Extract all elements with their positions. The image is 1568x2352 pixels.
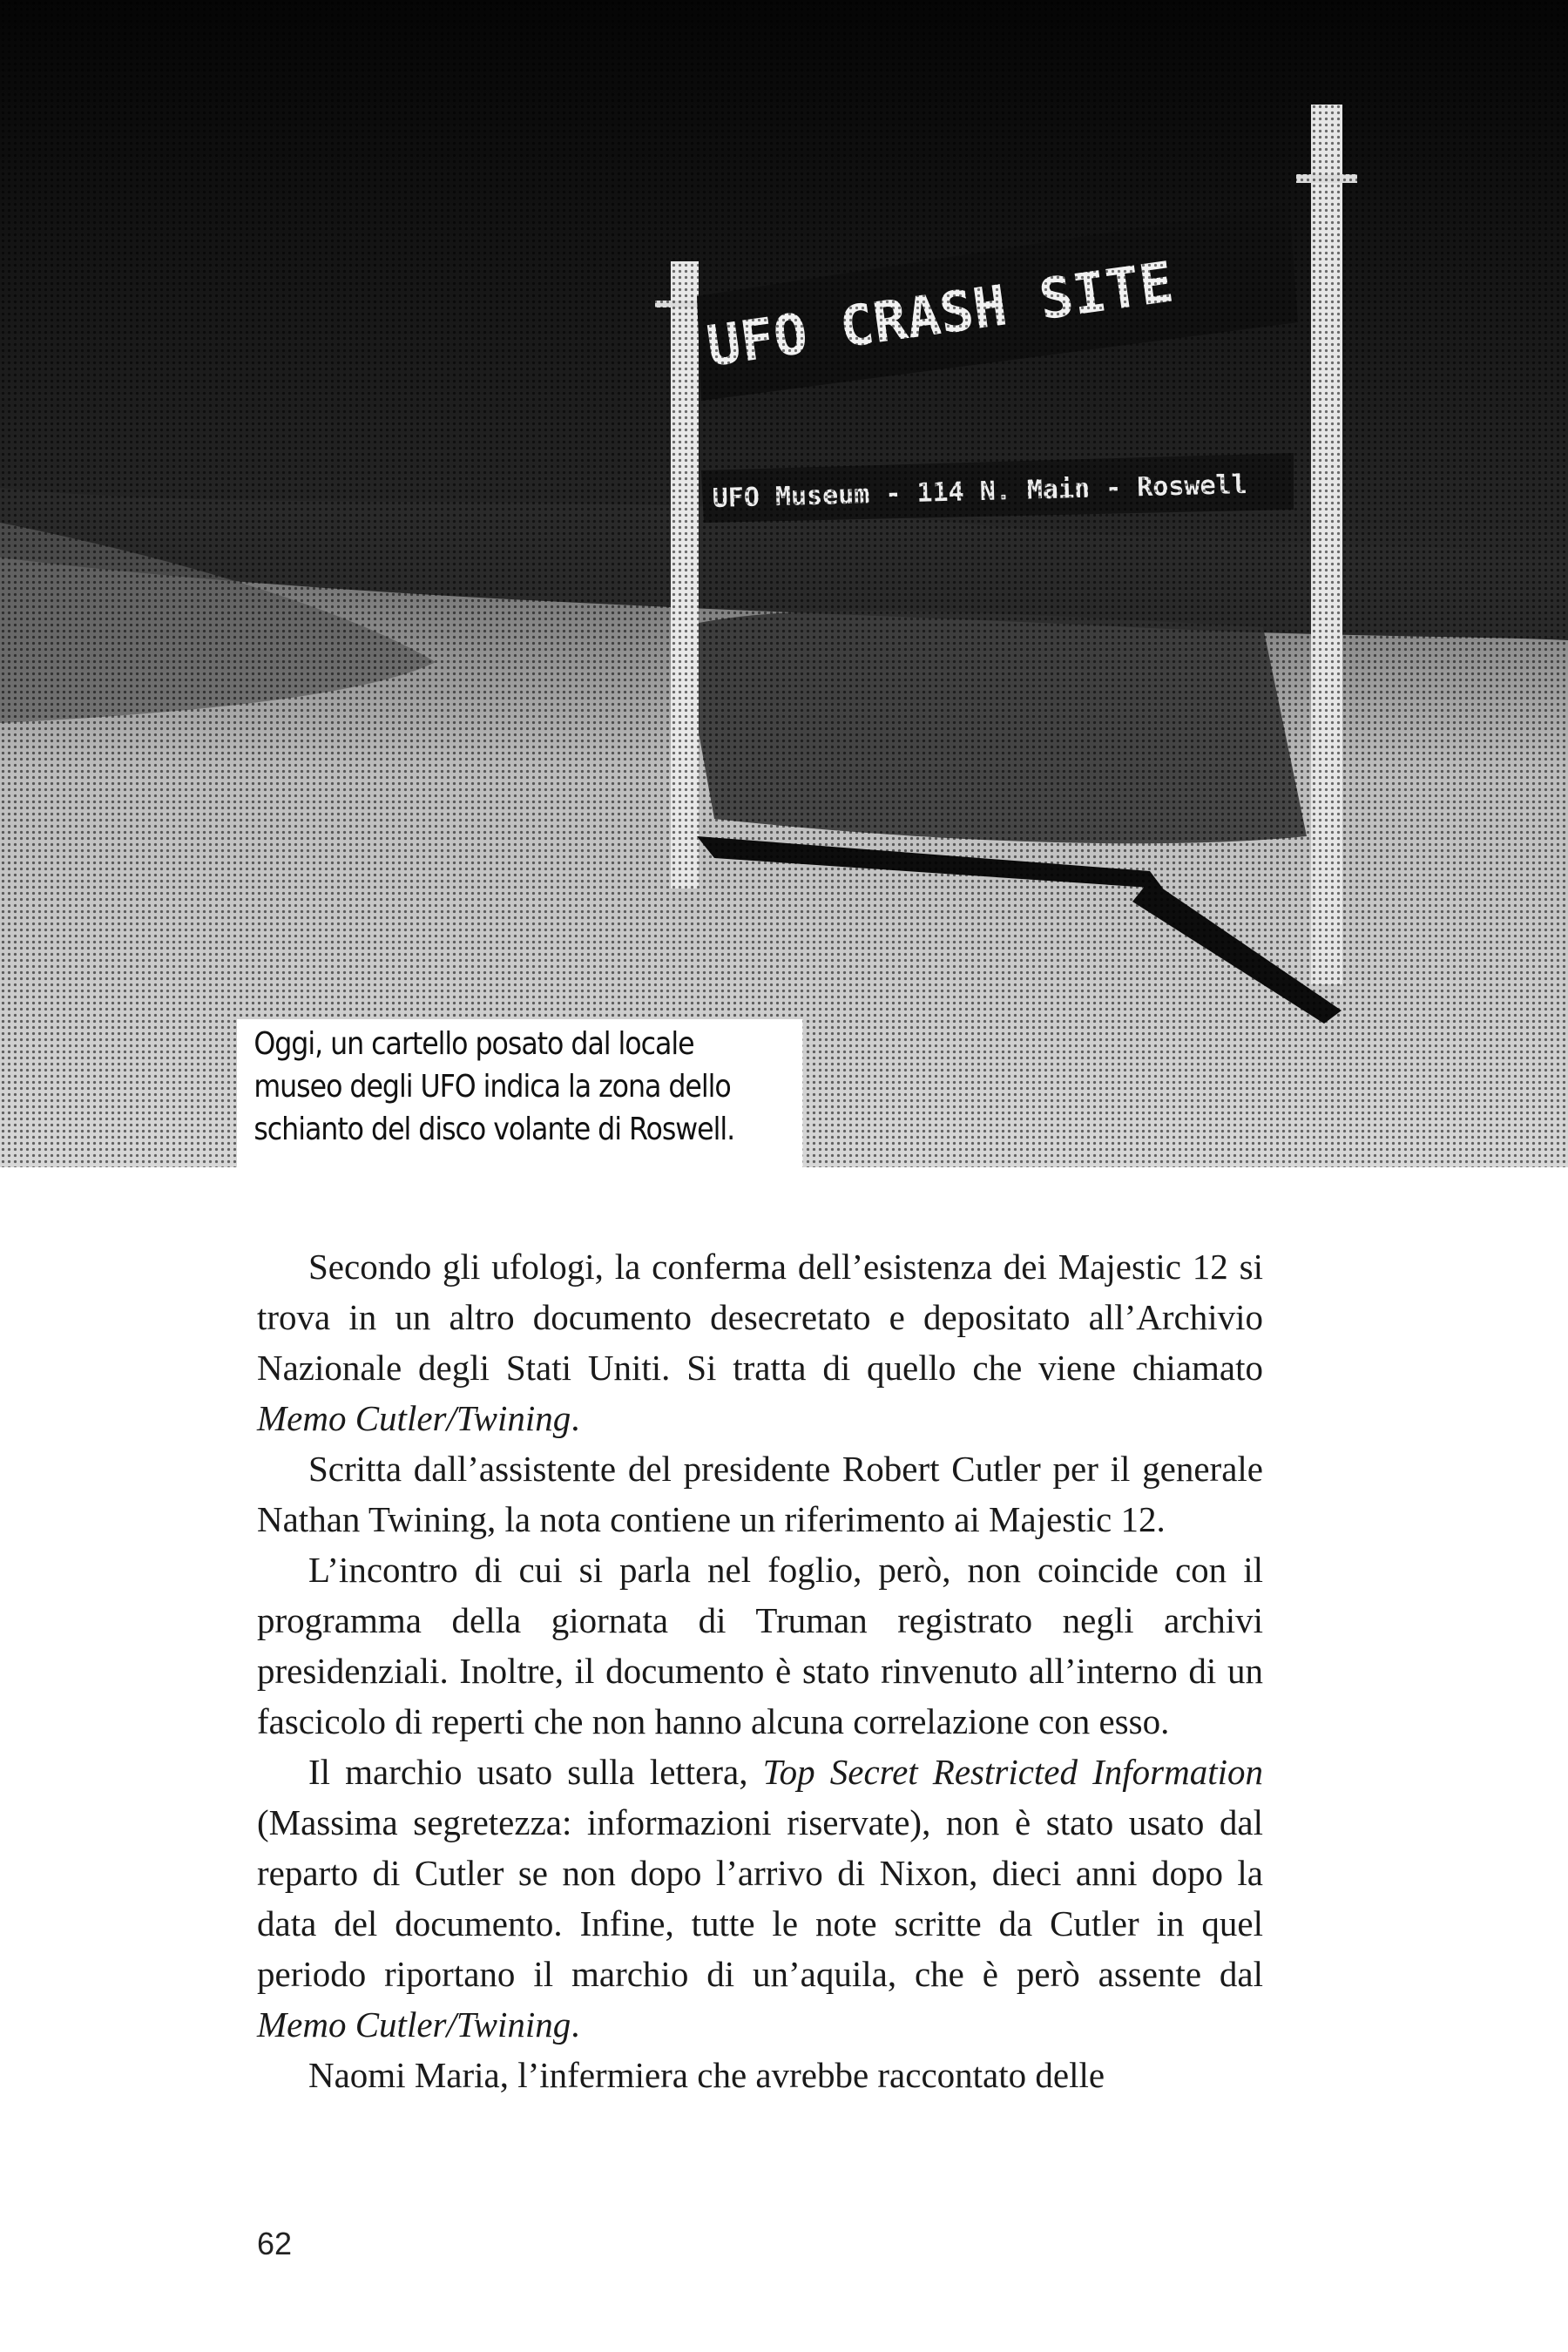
caption-line-3: schianto del disco volante di Roswell. (253, 1112, 735, 1147)
body-text (257, 1241, 1263, 2100)
paragraph-3 (257, 1544, 1263, 1747)
text-run: . (571, 2004, 580, 2044)
text-run: Secondo gli ufologi, la conferma dell’esistenza dei Majestic 12 si trova in un altro documento desecretato e depositato all’Archivio Nazionale degli Stati Uniti. Si tratta di quello che viene chiamato (257, 1247, 1263, 1388)
caption-line-1: Oggi, un cartello posato dal locale (253, 1026, 694, 1062)
text-run: (Massima segretezza: informazioni riservate), non è stato usato dal reparto di Cutler se non dopo l’arrivo di Nixon, dieci anni dopo la data del documento. Infine, tutte le note scritte da Cutler in quel periodo riportano il marchio di un’aquila, che è però assente dal (257, 1802, 1263, 1994)
text-run: . (571, 1398, 580, 1438)
photo-caption (237, 1019, 802, 1169)
roswell-sign-photo (0, 0, 1568, 1167)
paragraph-2 (257, 1443, 1263, 1544)
text-run: Scritta dall’assistente del presidente Robert Cutler per il generale Nathan Twining, la nota contiene un riferimento ai Majestic 12. (257, 1449, 1263, 1539)
page-number: 62 (257, 2226, 293, 2261)
paragraph-1 (257, 1241, 1263, 1443)
italic-run: Memo Cutler/Twining (257, 1398, 571, 1438)
text-run: L’incontro di cui si parla nel foglio, però, non coincide con il programma della giornata di Truman registrato negli archivi presidenziali. Inoltre, il documento è stato rinvenuto all’interno di un fascicolo di reperti che non hanno alcuna correlazione con esso. (257, 1550, 1263, 1741)
paragraph-4 (257, 1747, 1263, 2050)
text-run: Naomi Maria, l’infermiera che avrebbe raccontato delle (308, 2055, 1105, 2095)
paragraph-5 (257, 2050, 1263, 2100)
caption-line-2: museo degli UFO indica la zona dello (253, 1069, 731, 1105)
italic-run: Top Secret Restricted Information (762, 1752, 1263, 1792)
text-run: Il marchio usato sulla lettera, (308, 1752, 763, 1792)
italic-run: Memo Cutler/Twining (257, 2004, 571, 2044)
